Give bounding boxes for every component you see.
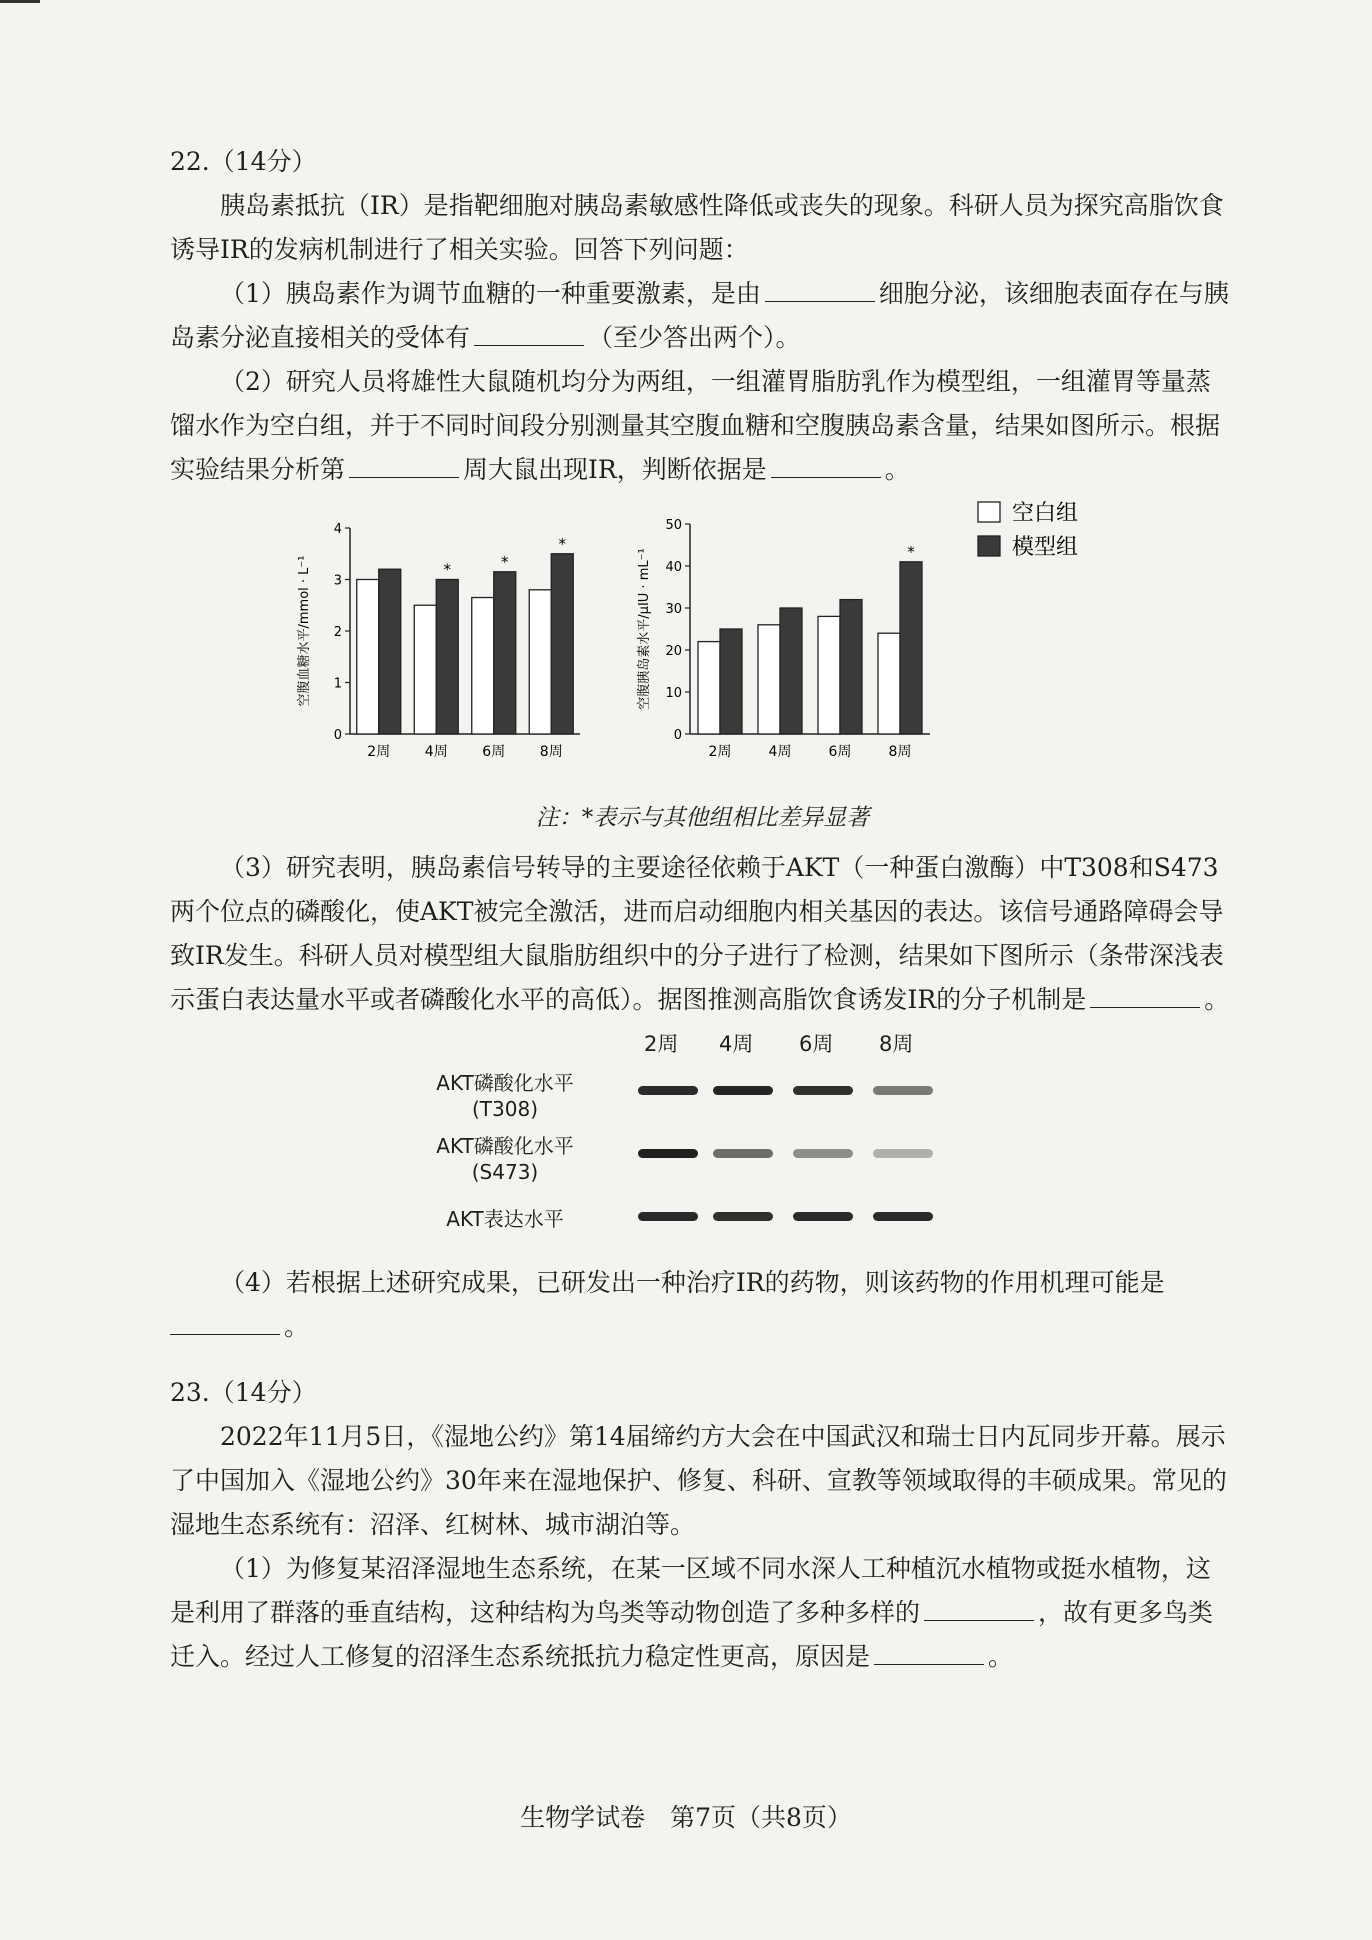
blot-row-label: AKT磷酸化水平 (T308) (436, 1071, 574, 1121)
bar-blank (698, 642, 720, 734)
legend-swatch (978, 502, 1000, 522)
bar-blank (818, 616, 840, 734)
y-tick-label: 2 (333, 625, 342, 640)
page-footer: 生物学试卷 第7页（共8页） (520, 1803, 852, 1832)
bar-model (436, 580, 458, 735)
figure-bar-charts (170, 498, 1235, 798)
answer-blank[interactable] (474, 319, 584, 346)
x-tick-label: 8周 (539, 744, 563, 760)
q22-part1: （1）胰岛素作为调节血糖的一种重要激素，是由 细胞分泌，该细胞表面存在与胰岛素分泌直接相关的受体有 （至少答出两个）。 (170, 272, 1235, 360)
y-tick-label: 30 (665, 602, 682, 617)
significance-mark: * (907, 542, 915, 561)
bar-model (900, 562, 922, 734)
bar-blank (357, 580, 379, 735)
blot-band (793, 1086, 853, 1095)
bar-blank (758, 625, 780, 734)
bar-blank (529, 590, 551, 734)
y-tick-label: 3 (333, 573, 342, 589)
blot-week-label: 4周 (719, 1032, 754, 1056)
blot-row-label: AKT表达水平 (446, 1207, 564, 1231)
bar-model (494, 572, 516, 734)
question-22-header: 22.（14分） (170, 147, 317, 176)
blot-band (873, 1149, 933, 1158)
bar-charts-svg (170, 498, 1235, 798)
blot-band (793, 1149, 853, 1158)
bar-model (720, 629, 742, 734)
blot-band (638, 1086, 698, 1095)
answer-blank[interactable] (771, 451, 881, 478)
y-tick-label: 0 (333, 728, 342, 743)
blot-band (873, 1086, 933, 1095)
answer-blank[interactable] (1090, 981, 1200, 1008)
q23-part1: （1）为修复某沼泽湿地生态系统，在某一区域不同水深人工种植沉水植物或挺水植物，这是利用了群落的垂直结构，这种结构为鸟类等动物创造了多种多样的 ，故有更多鸟类迁入。经过人工修复的沼泽生态系统抵抗力稳定性更高，原因是 。 (170, 1554, 1214, 1671)
blot-band (638, 1149, 698, 1158)
blot-week-label: 8周 (879, 1032, 914, 1056)
blot-band (713, 1149, 773, 1158)
x-tick-label: 8周 (888, 744, 912, 760)
blot-week-label: 2周 (644, 1032, 679, 1056)
bar-blank (472, 598, 494, 734)
legend-swatch (978, 536, 1000, 556)
q23-intro: 2022年11月5日，《湿地公约》第14届缔约方大会在中国武汉和瑞士日内瓦同步开幕。展示了中国加入《湿地公约》30年来在湿地保护、修复、科研、宣教等领域取得的丰硕成果。常见的湿地生态系统有：沼泽、红树林、城市湖泊等。 (170, 1422, 1227, 1539)
y-axis-label: 空腹血糖水平/mmol · L⁻¹ (297, 555, 312, 707)
answer-blank[interactable] (349, 451, 459, 478)
significance-mark: * (501, 552, 509, 571)
figure-note: 注：*表示与其他组相比差异显著 (535, 805, 870, 831)
y-tick-label: 0 (673, 728, 682, 743)
significance-mark: * (443, 560, 451, 579)
legend-label: 模型组 (1012, 535, 1079, 560)
bar-model (379, 569, 401, 734)
y-tick-label: 10 (665, 686, 682, 701)
legend-label: 空白组 (1012, 501, 1079, 526)
x-tick-label: 2周 (367, 744, 391, 760)
blot-band (793, 1212, 853, 1221)
bar-model (551, 554, 573, 734)
y-tick-label: 50 (665, 518, 682, 533)
bar-model (780, 608, 802, 734)
blot-band (638, 1212, 698, 1221)
answer-blank[interactable] (874, 1638, 984, 1665)
significance-mark: * (558, 534, 566, 553)
y-tick-label: 1 (333, 676, 342, 692)
y-tick-label: 20 (665, 644, 682, 659)
answer-blank[interactable] (924, 1594, 1034, 1621)
blot-band (713, 1212, 773, 1221)
x-tick-label: 6周 (828, 744, 852, 760)
bar-blank (414, 605, 436, 734)
q22-part4: （4）若根据上述研究成果，已研发出一种治疗IR的药物，则该药物的作用机理可能是 。 (170, 1261, 1235, 1349)
y-axis-label: 空腹胰岛素水平/μIU · mL⁻¹ (637, 548, 652, 710)
blot-band (713, 1086, 773, 1095)
exam-page (170, 140, 1235, 1679)
bar-model (840, 600, 862, 734)
blot-week-label: 6周 (799, 1032, 834, 1056)
answer-blank[interactable] (170, 1308, 280, 1335)
answer-blank[interactable] (765, 275, 875, 302)
western-blot-figure (170, 1028, 1235, 1253)
x-tick-label: 4周 (424, 744, 448, 760)
scan-edge-mark (0, 0, 40, 3)
q22-part2: （2）研究人员将雄性大鼠随机均分为两组，一组灌胃脂肪乳作为模型组，一组灌胃等量蒸馏水作为空白组，并于不同时间段分别测量其空腹血糖和空腹胰岛素含量，结果如图所示。根据实验结果分析第 周大鼠出现IR，判断依据是 。 (170, 367, 1221, 484)
x-tick-label: 4周 (768, 744, 792, 760)
bar-blank (878, 633, 900, 734)
y-tick-label: 40 (665, 560, 682, 575)
question-23-header: 23.（14分） (170, 1378, 317, 1407)
blot-band (873, 1212, 933, 1221)
q22-part3: （3）研究表明，胰岛素信号转导的主要途径依赖于AKT（一种蛋白激酶）中T308和S473两个位点的磷酸化，使AKT被完全激活，进而启动细胞内相关基因的表达。该信号通路障碍会导致IR发生。科研人员对模型组大鼠脂肪组织中的分子进行了检测，结果如下图所示（条带深浅表示蛋白表达量水平或者磷酸化水平的高低）。据图推测高脂饮食诱发IR的分子机制是 。 (170, 853, 1230, 1014)
blot-row-label: AKT磷酸化水平 (S473) (436, 1134, 574, 1184)
x-tick-label: 6周 (482, 744, 506, 760)
q22-intro: 胰岛素抵抗（IR）是指靶细胞对胰岛素敏感性降低或丧失的现象。科研人员为探究高脂饮食诱导IR的发病机制进行了相关实验。回答下列问题： (170, 191, 1224, 264)
x-tick-label: 2周 (708, 744, 732, 760)
y-tick-label: 4 (333, 522, 342, 537)
